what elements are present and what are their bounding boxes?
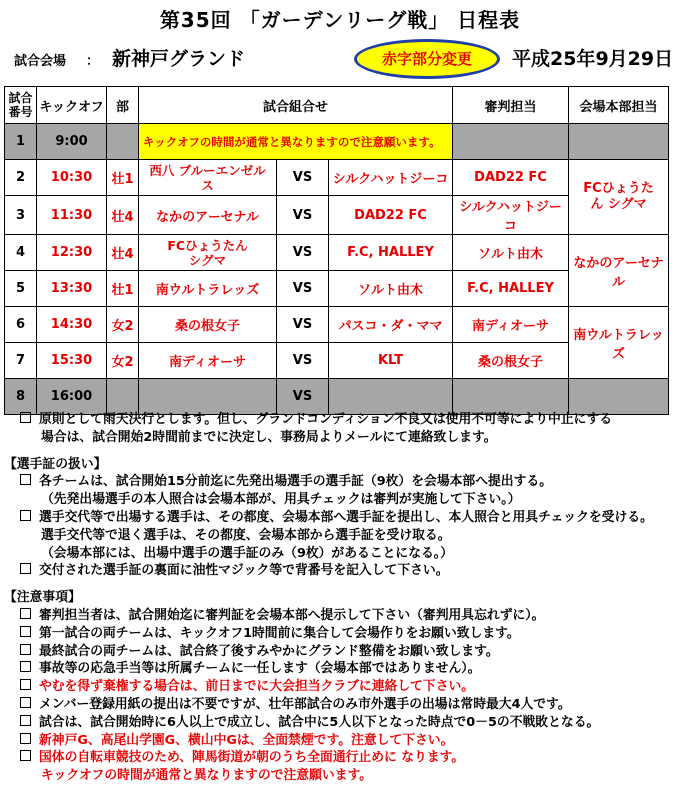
page-title: 第35回 「ガーデンリーグ戦」 日程表 xyxy=(159,8,521,32)
note-item: 最終試合の両チームは、試合終了後すみやかにグランド整備をお願い致します。 xyxy=(4,643,680,661)
referee: シルクハットジーコ xyxy=(453,196,569,235)
note-item: 審判担当者は、試合開始迄に審判証を会場本部へ提示して下さい（審判用具忘れずに）。 xyxy=(4,607,680,625)
table-header-row xyxy=(5,87,669,124)
vs-label: VS xyxy=(277,307,329,343)
match-no: 4 xyxy=(5,235,37,271)
checkbox-icon xyxy=(20,697,31,708)
table-row xyxy=(5,307,669,343)
note-item: キックオフの時間が通常と異なりますので注意願います。 xyxy=(41,768,373,784)
match-no: 1 xyxy=(5,124,37,160)
card-heading: 【選手証の扱い】 xyxy=(4,456,107,472)
referee xyxy=(453,124,569,160)
match-no: 2 xyxy=(5,160,37,196)
home-team: 西八 ブルーエンゼルス xyxy=(139,160,277,196)
division xyxy=(107,124,139,160)
match-no: 5 xyxy=(5,271,37,307)
venue-name: 新神戸グランド xyxy=(112,48,246,70)
kickoff-time: 16:00 xyxy=(37,379,107,415)
checkbox-icon xyxy=(20,608,31,619)
vs-label: VS xyxy=(277,271,329,307)
home-team: FCひょうたん シグマ xyxy=(139,235,277,271)
note-item: 事故等の応急手当等は所属チームに一任します（会場本部ではありません）。 xyxy=(4,660,680,678)
hq-team: 南ウルトラレッズ xyxy=(569,307,669,379)
note-item: 試合は、試合開始時に6人以上で成立し、試合中に5人以下となった時点で0－5の不戦敗となる。 xyxy=(4,714,680,732)
checkbox-icon xyxy=(20,474,31,485)
hq xyxy=(569,379,669,415)
note-item: （会場本部には、出場中選手の選手証のみ（9枚）があることになる。） xyxy=(41,545,454,561)
away-team: DAD22 FC xyxy=(329,196,453,235)
hq-team: FCひょうたん シグマ xyxy=(569,160,669,235)
schedule-date: 平成25年9月29日 xyxy=(512,48,674,70)
checkbox-icon xyxy=(20,412,31,423)
kickoff-time: 11:30 xyxy=(37,196,107,235)
checkbox-icon xyxy=(20,626,31,637)
vs-label: VS xyxy=(277,343,329,379)
notes-section xyxy=(4,411,680,785)
home-team: なかのアーセナル xyxy=(139,196,277,235)
hq xyxy=(569,124,669,160)
home-team: 桑の根女子 xyxy=(139,307,277,343)
kickoff-time: 10:30 xyxy=(37,160,107,196)
checkbox-icon xyxy=(20,715,31,726)
kickoff-time: 12:30 xyxy=(37,235,107,271)
match-no: 3 xyxy=(5,196,37,235)
division: 壮4 xyxy=(107,196,139,235)
note-item: メンバー登録用紙の提出は不要ですが、壮年部試合のみ市外選手の出場は常時最大4人です。 xyxy=(4,696,680,714)
venue-label: 試合会場 xyxy=(14,54,67,69)
note-item: 選手交代等で退く選手は、その都度、会場本部から選手証を受け取る。 xyxy=(41,527,451,543)
vs-label: VS xyxy=(277,196,329,235)
kickoff-time: 14:30 xyxy=(37,307,107,343)
kickoff-time: 15:30 xyxy=(37,343,107,379)
referee: F.C, HALLEY xyxy=(453,271,569,307)
header-kickoff: キックオフ xyxy=(37,87,107,124)
referee xyxy=(453,379,569,415)
checkbox-icon xyxy=(20,750,31,761)
division: 壮1 xyxy=(107,160,139,196)
match-no: 7 xyxy=(5,343,37,379)
kickoff-notice: キックオフの時間が通常と異なりますので注意願います。 xyxy=(139,124,453,160)
home-team xyxy=(139,379,277,415)
schedule-table xyxy=(4,86,669,415)
division: 女2 xyxy=(107,343,139,379)
note-item: 各チームは、試合開始15分前迄に先発出場選手の選手証（9枚）を会場本部へ提出する。 xyxy=(4,473,680,491)
note-item: やむを得ず棄権する場合は、前日までに大会担当クラブに連絡して下さい。 xyxy=(4,678,680,696)
note-item: 場合は、試合開始2時間前までに決定し、事務局よりメールにて連絡致します。 xyxy=(41,429,497,445)
referee: 桑の根女子 xyxy=(453,343,569,379)
header-match-no: 試合番号 xyxy=(5,87,37,124)
vs-label: VS xyxy=(277,379,329,415)
away-team: パスコ・ダ・ママ xyxy=(329,307,453,343)
kickoff-time: 9:00 xyxy=(37,124,107,160)
checkbox-icon xyxy=(20,661,31,672)
away-team: KLT xyxy=(329,343,453,379)
header-hq: 会場本部担当 xyxy=(569,87,669,124)
note-item: 国体の自転車競技のため、陣馬街道が朝のうち全面通行止めに なります。 xyxy=(4,749,680,767)
table-row xyxy=(5,379,669,415)
away-team: ソルト由木 xyxy=(329,271,453,307)
vs-label: VS xyxy=(277,160,329,196)
division: 壮1 xyxy=(107,271,139,307)
header-referee: 審判担当 xyxy=(453,87,569,124)
away-team xyxy=(329,379,453,415)
table-row xyxy=(5,160,669,196)
kickoff-time: 13:30 xyxy=(37,271,107,307)
hq-team: なかのアーセナル xyxy=(569,235,669,307)
referee: ソルト由木 xyxy=(453,235,569,271)
note-item: （先発出場選手の本人照合は会場本部が、用具チェックは審判が実施して下さい。） xyxy=(41,492,521,508)
away-team: F.C, HALLEY xyxy=(329,235,453,271)
checkbox-icon xyxy=(20,510,31,521)
header-matchup: 試合組合せ xyxy=(139,87,453,124)
table-row xyxy=(5,124,669,160)
venue-separator: ： xyxy=(86,54,100,69)
note-item: 第一試合の両チームは、キックオフ1時間前に集合して会場作りをお願い致します。 xyxy=(4,625,680,643)
away-team: シルクハットジーコ xyxy=(329,160,453,196)
note-item: 新神戸G、高尾山学園G、横山中Gは、全面禁煙です。注意して下さい。 xyxy=(4,732,680,750)
checkbox-icon xyxy=(20,679,31,690)
match-no: 8 xyxy=(5,379,37,415)
division xyxy=(107,379,139,415)
note-item: 原則として雨天決行とします。但し、グランドコンディション不良又は使用不可等により中止にする xyxy=(4,411,680,429)
change-badge: 赤字部分変更 xyxy=(354,39,500,79)
caution-heading: 【注意事項】 xyxy=(4,590,81,606)
vs-label: VS xyxy=(277,235,329,271)
checkbox-icon xyxy=(20,733,31,744)
header-division: 部 xyxy=(107,87,139,124)
note-item: 交付された選手証の裏面に油性マジック等で背番号を記入して下さい。 xyxy=(4,562,680,580)
division: 女2 xyxy=(107,307,139,343)
referee: DAD22 FC xyxy=(453,160,569,196)
referee: 南ディオーサ xyxy=(453,307,569,343)
home-team: 南ディオーサ xyxy=(139,343,277,379)
home-team: 南ウルトラレッズ xyxy=(139,271,277,307)
table-row xyxy=(5,235,669,271)
match-no: 6 xyxy=(5,307,37,343)
note-item: 選手交代等で出場する選手は、その都度、会場本部へ選手証を提出し、本人照合と用具チェックを受ける。 xyxy=(4,509,680,527)
checkbox-icon xyxy=(20,644,31,655)
checkbox-icon xyxy=(20,563,31,574)
division: 壮4 xyxy=(107,235,139,271)
